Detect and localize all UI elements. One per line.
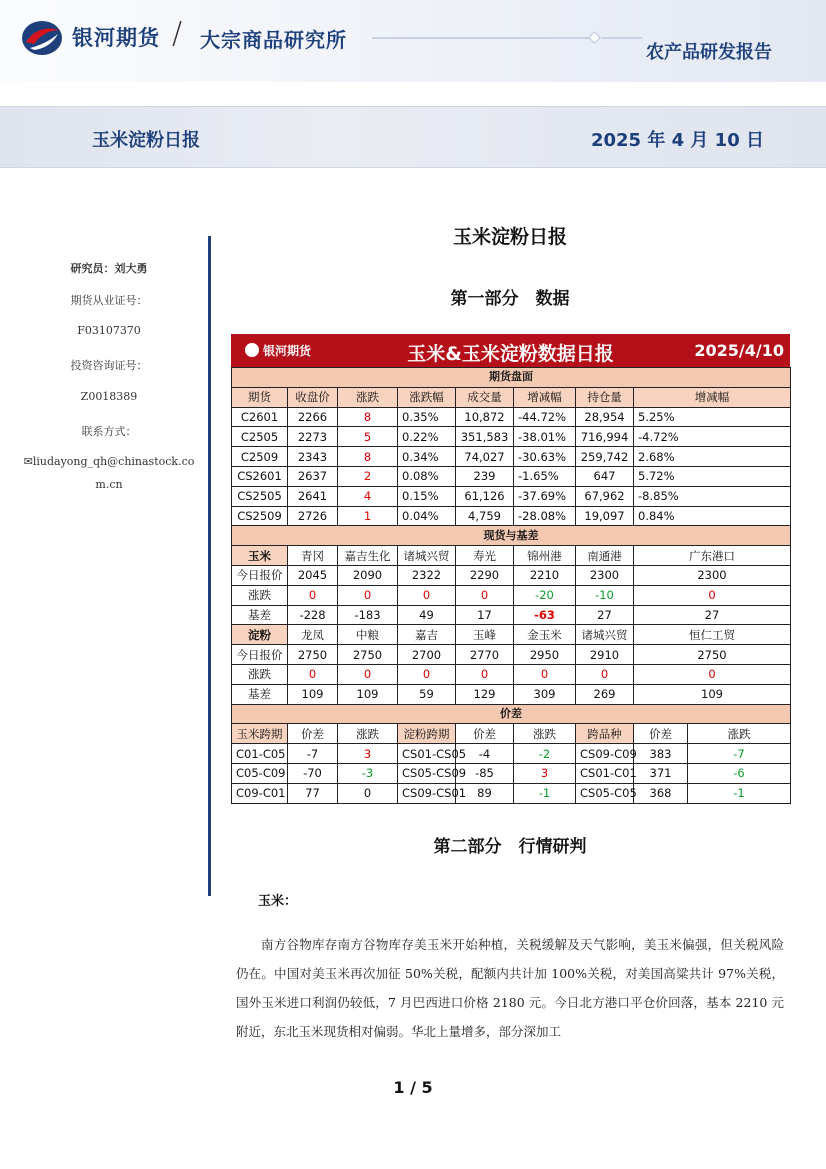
- corn-header-cell: 诸城兴贸: [398, 546, 456, 566]
- galaxy-logo-icon: [20, 18, 64, 58]
- futures-cell: 5: [338, 427, 398, 447]
- logo-text: 银河期货: [72, 26, 160, 50]
- spread-header-cell: 玉米跨期: [232, 724, 288, 744]
- spread-cell: 371: [634, 763, 688, 783]
- futures-row: [232, 447, 791, 467]
- starch-cell: 309: [514, 684, 576, 704]
- futures-row: [232, 407, 791, 427]
- futures-cell: 0.35%: [398, 407, 456, 427]
- spread-header-cell: 价差: [634, 724, 688, 744]
- corn-header-cell: 锦州港: [514, 546, 576, 566]
- starch-cell: 269: [576, 684, 634, 704]
- futures-header-cell: 收盘价: [288, 387, 338, 407]
- futures-cell: 2641: [288, 486, 338, 506]
- futures-cell: 351,583: [456, 427, 514, 447]
- starch-cell: 0: [576, 664, 634, 684]
- spread-cell: -7: [688, 744, 791, 764]
- section-spread: [232, 704, 791, 724]
- section-spot: [232, 526, 791, 546]
- futures-cell: 5.72%: [634, 466, 791, 486]
- spread-cell: C05-C09: [232, 763, 288, 783]
- corn-header-cell: 嘉吉生化: [338, 546, 398, 566]
- part1-title: 第一部分 数据: [450, 289, 570, 309]
- futures-cell: CS2509: [232, 506, 288, 526]
- report-type: 农产品研发报告: [646, 42, 772, 63]
- corn-cell: 2045: [288, 565, 338, 585]
- corn-cell: 2210: [514, 565, 576, 585]
- futures-cell: 716,994: [576, 427, 634, 447]
- corn-cell: 27: [576, 605, 634, 625]
- corn-header-row: [232, 546, 791, 566]
- futures-cell: 647: [576, 466, 634, 486]
- futures-cell: 4: [338, 486, 398, 506]
- starch-cell: 2750: [634, 645, 791, 665]
- corn-cell: 17: [456, 605, 514, 625]
- corn-cell: 2090: [338, 565, 398, 585]
- spread-cell: -3: [338, 763, 398, 783]
- starch-row: [232, 664, 791, 684]
- futures-cell: 2273: [288, 427, 338, 447]
- futures-cell: -44.72%: [514, 407, 576, 427]
- futures-cell: 1: [338, 506, 398, 526]
- futures-header-row: [232, 387, 791, 407]
- section-futures-label: 期货盘面: [232, 368, 791, 388]
- corn-cell: -183: [338, 605, 398, 625]
- starch-cell: 109: [634, 684, 791, 704]
- spread-header-cell: 涨跌: [688, 724, 791, 744]
- section-futures: [232, 368, 791, 388]
- spread-cell: 89: [456, 783, 514, 803]
- starch-header-cell: 恒仁工贸: [634, 625, 791, 645]
- futures-header-cell: 持仓量: [576, 387, 634, 407]
- corn-subheading: 玉米：: [258, 894, 298, 909]
- futures-cell: 0.84%: [634, 506, 791, 526]
- futures-cell: -30.63%: [514, 447, 576, 467]
- spread-cell: CS05-C05: [576, 783, 634, 803]
- starch-row: [232, 645, 791, 665]
- spread-header-cell: 价差: [288, 724, 338, 744]
- futures-row: [232, 427, 791, 447]
- futures-cell: 10,872: [456, 407, 514, 427]
- spread-cell: CS01-CS05: [398, 744, 456, 764]
- futures-cell: 2637: [288, 466, 338, 486]
- spread-cell: -1: [514, 783, 576, 803]
- corn-cell: 0: [288, 585, 338, 605]
- starch-cell: 0: [398, 664, 456, 684]
- starch-cell: 0: [338, 664, 398, 684]
- corn-paragraph: 南方谷物库存南方谷物库存美玉米开始种植，关税缓解及天气影响，美玉米偏强，但关税风险仍在。中国对美玉米再次加征 50%关税，配额内共计加 100%关税，对美国高粱共计 97%关税，国外玉米进口利润仍较低，7 月巴西进口价格 2180 元。今日北方港口平仓价回落，基本 2210 元附近，东北玉米现货相对偏弱。华北上量增多，部分深加工: [236, 937, 784, 1039]
- futures-cell: -37.69%: [514, 486, 576, 506]
- starch-header-cell: 嘉吉: [398, 625, 456, 645]
- researcher-name: 研究员：刘大勇: [70, 262, 148, 275]
- starch-cell: 2950: [514, 645, 576, 665]
- corn-cell: 27: [634, 605, 791, 625]
- email-line-1[interactable]: [14, 455, 204, 468]
- starch-cell: 基差: [232, 684, 288, 704]
- header-decor-line: [372, 37, 594, 39]
- starch-header-cell: 诸城兴贸: [576, 625, 634, 645]
- corn-header-cell: 寿光: [456, 546, 514, 566]
- corn-cell: 2290: [456, 565, 514, 585]
- futures-cell: 0.04%: [398, 506, 456, 526]
- starch-cell: 2700: [398, 645, 456, 665]
- futures-cell: 28,954: [576, 407, 634, 427]
- futures-cell: -4.72%: [634, 427, 791, 447]
- spread-cell: -2: [514, 744, 576, 764]
- starch-cell: 2750: [338, 645, 398, 665]
- spread-cell: 3: [338, 744, 398, 764]
- section-spot-label: 现货与基差: [232, 526, 791, 546]
- corn-cell: 基差: [232, 605, 288, 625]
- spread-cell: CS01-C01: [576, 763, 634, 783]
- corn-cell: 2322: [398, 565, 456, 585]
- section-spread-label: 价差: [232, 704, 791, 724]
- futures-cell: 239: [456, 466, 514, 486]
- spread-row: [232, 744, 791, 764]
- sidebar-divider: [208, 236, 211, 896]
- futures-cell: 2343: [288, 447, 338, 467]
- starch-cell: 59: [398, 684, 456, 704]
- spread-cell: 3: [514, 763, 576, 783]
- corn-cell: -10: [576, 585, 634, 605]
- consult-label: 投资咨询证号：: [70, 359, 148, 372]
- futures-cell: 5.25%: [634, 407, 791, 427]
- futures-cell: -28.08%: [514, 506, 576, 526]
- futures-cell: -8.85%: [634, 486, 791, 506]
- futures-header-cell: 涨跌: [338, 387, 398, 407]
- starch-cell: 109: [338, 684, 398, 704]
- main-title: 玉米淀粉日报: [452, 226, 567, 248]
- spread-header-cell: 价差: [456, 724, 514, 744]
- corn-row: [232, 585, 791, 605]
- corn-cell: 0: [398, 585, 456, 605]
- spread-row: [232, 763, 791, 783]
- futures-header-cell: 涨跌幅: [398, 387, 456, 407]
- corn-cell: 2300: [576, 565, 634, 585]
- corn-row: [232, 565, 791, 585]
- spread-cell: -1: [688, 783, 791, 803]
- starch-header-cell: 龙凤: [288, 625, 338, 645]
- starch-row: [232, 684, 791, 704]
- starch-cell: 0: [634, 664, 791, 684]
- futures-cell: C2601: [232, 407, 288, 427]
- futures-header-cell: 增减幅: [514, 387, 576, 407]
- corn-header-cell: 玉米: [232, 546, 288, 566]
- futures-row: [232, 486, 791, 506]
- table-logo-text: 银河期货: [263, 344, 312, 358]
- spread-header-cell: 淀粉跨期: [398, 724, 456, 744]
- license-value: F03107370: [77, 324, 141, 337]
- futures-cell: CS2505: [232, 486, 288, 506]
- futures-cell: -1.65%: [514, 466, 576, 486]
- starch-header-cell: 金玉米: [514, 625, 576, 645]
- futures-header-cell: 增减幅: [634, 387, 791, 407]
- header-decor-line-2: [602, 37, 642, 39]
- spread-header-row: [232, 724, 791, 744]
- futures-cell: CS2601: [232, 466, 288, 486]
- starch-cell: 109: [288, 684, 338, 704]
- futures-cell: C2505: [232, 427, 288, 447]
- starch-header-row: [232, 625, 791, 645]
- consult-value: Z0018389: [80, 390, 138, 403]
- corn-header-cell: 广东港口: [634, 546, 791, 566]
- futures-cell: 2266: [288, 407, 338, 427]
- corn-cell: 0: [456, 585, 514, 605]
- spread-cell: -4: [456, 744, 514, 764]
- starch-cell: 2750: [288, 645, 338, 665]
- futures-cell: 2726: [288, 506, 338, 526]
- starch-cell: 129: [456, 684, 514, 704]
- spread-row: [232, 783, 791, 803]
- corn-header-cell: 青冈: [288, 546, 338, 566]
- starch-cell: 涨跌: [232, 664, 288, 684]
- starch-cell: 2770: [456, 645, 514, 665]
- spread-cell: 77: [288, 783, 338, 803]
- spread-header-cell: 涨跌: [514, 724, 576, 744]
- futures-cell: 0.08%: [398, 466, 456, 486]
- futures-cell: 2.68%: [634, 447, 791, 467]
- email-text-1: liudayong_qh@chinastock.co: [32, 455, 195, 468]
- spread-cell: CS05-CS09: [398, 763, 456, 783]
- futures-cell: 19,097: [576, 506, 634, 526]
- corn-header-cell: 南通港: [576, 546, 634, 566]
- starch-cell: 0: [288, 664, 338, 684]
- spread-cell: -70: [288, 763, 338, 783]
- starch-cell: 2910: [576, 645, 634, 665]
- spread-header-cell: 涨跌: [338, 724, 398, 744]
- futures-cell: 0.22%: [398, 427, 456, 447]
- futures-row: [232, 466, 791, 486]
- spread-cell: C01-C05: [232, 744, 288, 764]
- futures-cell: 61,126: [456, 486, 514, 506]
- band-title: 玉米淀粉日报: [92, 130, 200, 151]
- spread-cell: 0: [338, 783, 398, 803]
- band-date: 2025 年 4 月 10 日: [590, 130, 764, 151]
- futures-cell: 259,742: [576, 447, 634, 467]
- license-label: 期货从业证号：: [70, 294, 148, 307]
- futures-cell: 2: [338, 466, 398, 486]
- starch-header-cell: 玉峰: [456, 625, 514, 645]
- data-table: [231, 367, 791, 804]
- starch-cell: 今日报价: [232, 645, 288, 665]
- futures-cell: 74,027: [456, 447, 514, 467]
- futures-cell: 8: [338, 447, 398, 467]
- futures-header-cell: 期货: [232, 387, 288, 407]
- table-banner: [231, 334, 790, 367]
- futures-cell: 0.34%: [398, 447, 456, 467]
- futures-cell: 4,759: [456, 506, 514, 526]
- corn-cell: -228: [288, 605, 338, 625]
- corn-cell: 49: [398, 605, 456, 625]
- spread-cell: 368: [634, 783, 688, 803]
- corn-cell: 涨跌: [232, 585, 288, 605]
- futures-cell: 67,962: [576, 486, 634, 506]
- spread-cell: CS09-C09: [576, 744, 634, 764]
- part2-title: 第二部分 行情研判: [433, 837, 587, 857]
- corn-row: [232, 605, 791, 625]
- futures-cell: 0.15%: [398, 486, 456, 506]
- corn-cell: -63: [514, 605, 576, 625]
- futures-cell: -38.01%: [514, 427, 576, 447]
- spread-cell: -7: [288, 744, 338, 764]
- futures-cell: 8: [338, 407, 398, 427]
- institute-name: 大宗商品研究所: [200, 28, 347, 52]
- corn-cell: 0: [634, 585, 791, 605]
- contact-label: 联系方式：: [81, 425, 137, 438]
- starch-header-cell: 淀粉: [232, 625, 288, 645]
- spread-cell: 383: [634, 744, 688, 764]
- table-date: 2025/4/10: [694, 341, 784, 360]
- mail-icon: ✉: [23, 455, 33, 468]
- futures-cell: C2509: [232, 447, 288, 467]
- spread-header-cell: 跨品种: [576, 724, 634, 744]
- spread-cell: -85: [456, 763, 514, 783]
- spread-cell: CS09-CS01: [398, 783, 456, 803]
- corn-cell: 今日报价: [232, 565, 288, 585]
- futures-row: [232, 506, 791, 526]
- spread-cell: C09-C01: [232, 783, 288, 803]
- page-number: 1 / 5: [393, 1078, 433, 1097]
- futures-header-cell: 成交量: [456, 387, 514, 407]
- corn-cell: 2300: [634, 565, 791, 585]
- corn-cell: 0: [338, 585, 398, 605]
- spread-cell: -6: [688, 763, 791, 783]
- header-slash: /: [172, 16, 183, 51]
- corn-cell: -20: [514, 585, 576, 605]
- starch-header-cell: 中粮: [338, 625, 398, 645]
- starch-cell: 0: [456, 664, 514, 684]
- email-line-2: m.cn: [95, 478, 123, 491]
- table-title: 玉米&玉米淀粉数据日报: [407, 343, 614, 365]
- starch-cell: 0: [514, 664, 576, 684]
